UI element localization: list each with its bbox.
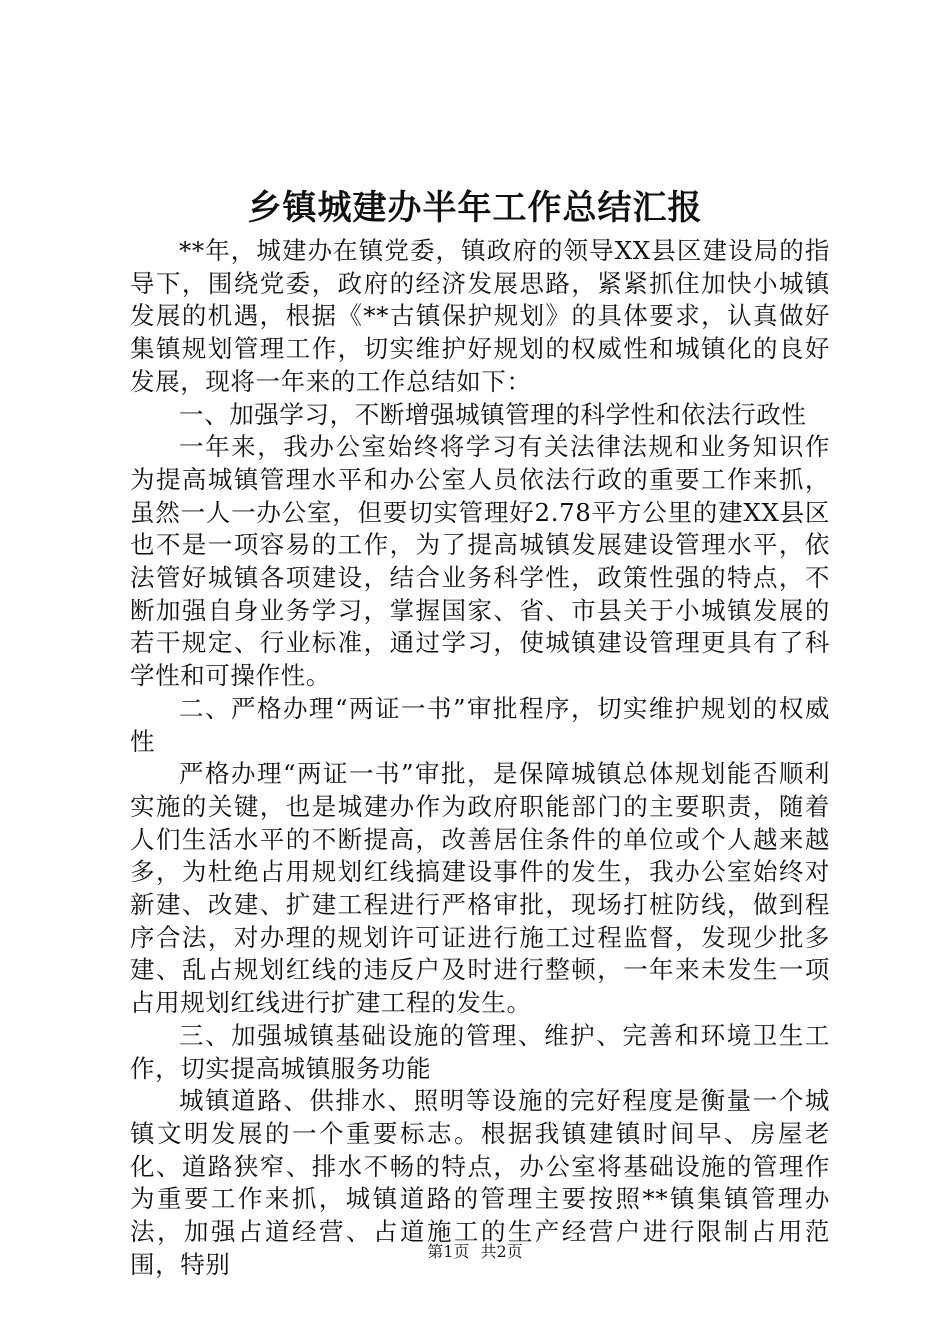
paragraph-section-2: 严格办理“两证一书”审批，是保障城镇总体规划能否顺利实施的关键，也是城建办作为政府职能部门的主要职责，随着人们生活水平的不断提高，改善居住条件的单位或个人越来越多，为杜绝占用规划红线搞建设事件的发生，我办公室始终对新建、改建、扩建工程进行严格审批，现场打桩防线，做到程序合法，对办理的规划许可证进行施工过程监督，发现少批多建、乱占规划红线的违反户及时进行整顿，一年来未发生一项占用规划红线进行扩建工程的发生。: [130, 759, 830, 1018]
paragraph-intro: **年，城建办在镇党委，镇政府的领导XX县区建设局的指导下，围绕党委，政府的经济发展思路，紧紧抓住加快小城镇发展的机遇，根据《**古镇保护规划》的具体要求，认真做好集镇规划管理工作，切实维护好规划的权威性和城镇化的良好发展，现将一年来的工作总结如下：: [130, 236, 830, 396]
section-heading-3: 三、加强城镇基础设施的管理、维护、完善和环境卫生工作，切实提高城镇服务功能: [130, 1020, 830, 1083]
paragraph-section-3: 城镇道路、供排水、照明等设施的完好程度是衡量一个城镇文明发展的一个重要标志。根据我镇建镇时间早、房屋老化、道路狭窄、排水不畅的特点，办公室将基础设施的管理作为重要工作来抓，城镇道路的管理主要按照**镇集镇管理办法，加强占道经营、占道施工的生产经营户进行限制占用范围，特别: [130, 1086, 830, 1279]
page-number-current: 第1页: [427, 1242, 470, 1261]
paragraph-section-1: 一年来，我办公室始终将学习有关法律法规和业务知识作为提高城镇管理水平和办公室人员依法行政的重要工作来抓，虽然一人一办公室，但要切实管理好2.78平方公里的建XX县区也不是一项容易的工作，为了提高城镇发展建设管理水平，依法管好城镇各项建设，结合业务科学性，政策性强的特点，不断加强自身业务学习，掌握国家、省、市县关于小城镇发展的若干规定、行业标准，通过学习，使城镇建设管理更具有了科学性和可操作性。: [130, 432, 830, 691]
document-body: [130, 235, 830, 1282]
page-number-total: 共2页: [480, 1242, 523, 1261]
page-footer: [0, 1241, 950, 1263]
section-heading-1: 一、加强学习，不断增强城镇管理的科学性和依法行政性: [179, 399, 807, 429]
section-heading-2: 二、严格办理“两证一书”审批程序，切实维护规划的权威性: [130, 693, 830, 756]
document-title: 乡镇城建办半年工作总结汇报: [247, 188, 703, 228]
